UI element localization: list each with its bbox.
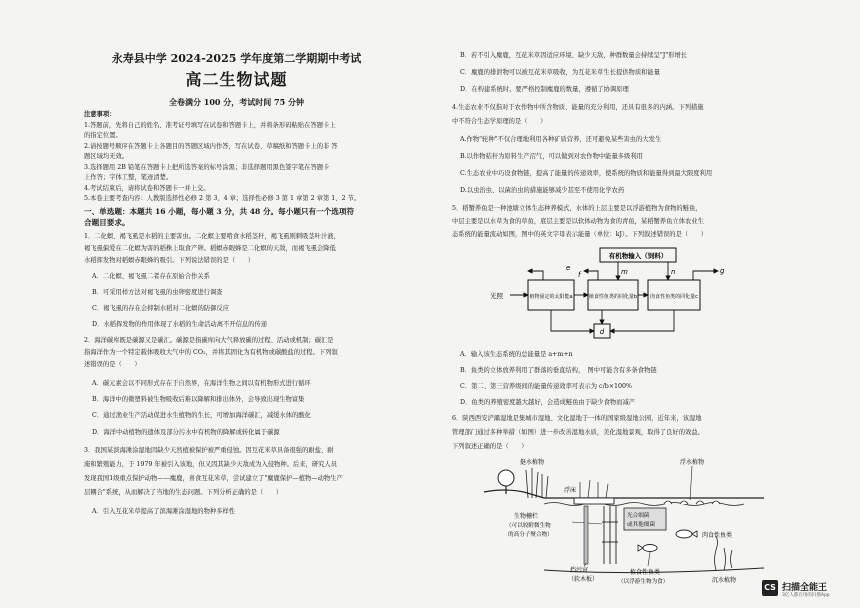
label-dirt-curtain: 挡污帘 [570, 567, 589, 574]
watermark-name: 扫描全能王 [782, 583, 828, 593]
question-5-option-b: B．鱼类的立体放养利用了群落的垂直结构， 图中可能含有多条食物链 [460, 367, 657, 374]
question-2-option-a: A．碳元素会以不同形式存在于自然界，在海洋生物之间以有机物形式进行循环 [92, 380, 311, 387]
question-1-option-b: B．可采用样方法对褐飞虱的虫卵密度进行调查 [92, 289, 223, 296]
question-4-option-d: D.以虫治虫、以菌治虫的措施能够减少甚至不使用化学农药 [460, 187, 625, 194]
question-5-stem: 中层主要是以水草为食的草鱼，底层主要是以软体动物为食的青鱼，某稻蟹养鱼立体农业生 [452, 218, 704, 225]
label-bio-fence: 生物栅栏 [514, 513, 539, 520]
label-g: g [720, 267, 725, 275]
question-3-stem: 淹和繁殖能力，于 1979 年被引入该地，但又因其缺少天敌成为入侵物种。后来，研究人员 [84, 461, 338, 468]
question-5-stem: 5．稻蟹养鱼是一种池塘立体生态种养模式，水体的上层主要是以浮游植物为食物的鲢鱼， [452, 205, 702, 212]
question-3-option-a: A．引入互花米草提高了滨海滩涂湿地的物种多样性 [92, 508, 236, 515]
notes-heading: 注意事项： [84, 111, 116, 118]
question-4-stem: 4.生态农业不仅指对于农作物中所含物质、能量的充分利用，还具有很多的内涵。下列措施 [452, 104, 704, 111]
label-m: m [621, 268, 628, 276]
label-d: d [599, 328, 605, 336]
label-floating-bed: 浮床 [564, 487, 577, 494]
section-heading: 合题目要求。 [84, 218, 130, 227]
question-1-option-d: D．水稻挥发物的作用体现了水稻的生命活动离不开信息的传递 [92, 321, 268, 328]
scanner-watermark [762, 580, 850, 600]
label-dirt-curtain-note: （软木板） [568, 576, 599, 583]
note-line: 的指定位置。 [84, 132, 122, 139]
question-4-option-b: B.以作物秸秆为原料生产沼气，可以做到对农作物中能量多级利用 [460, 153, 643, 160]
question-6-stem: 6．陕西西安浐灞湿地是集城市湿地、文化湿地于一体的国家级湿地公园，近年来，该湿地 [452, 415, 702, 422]
question-2-stem: 述错误的是（ ） [84, 361, 141, 368]
section-heading: 一、单选题：本题共 16 小题，每小题 3 分，共 48 分。每小题只有一个选项符 [84, 207, 355, 216]
question-3-option-c: C．麋鹿的排泄物可以被互花米草吸收，为互花米草生长提供物质和能量 [460, 69, 661, 76]
question-2-stem: 指海洋作为一个特定载体吸收大气中的 CO₂，并将其固化为有机物或碳酸盐的过程。下列叙 [84, 349, 338, 356]
bio-fence-icon [602, 506, 618, 564]
question-1-stem: 褐飞虱偏爱在二化螟为害的稻株上取食产卵。稻螟赤眼蜂是二化螟的天敌，而褐飞虱会降低 [84, 245, 336, 252]
herbivore-label: 植食性鱼类的同化量b [588, 294, 638, 300]
note-line: 3.选择题用 2B 铅笔在答题卡上把所选答案的标号涂黑；非选择题用黑色签字笔在答题卡 [84, 164, 330, 171]
question-5-option-a: A．输入该生态系统的总能量是 a+m+n [460, 351, 573, 358]
label-herbivorous-fish: 植食性鱼类 [630, 569, 661, 576]
label-f: f [578, 271, 581, 279]
question-6-stem: 管理部门通过多种举措（如图）进一步改善湿地水质，美化湿地景观，取得了良好的效益。 [452, 429, 704, 436]
note-line: 2.请按题号顺序在答题卡上各题目的答题区域内作答，写在试卷、草稿纸和答题卡上的非 答 [84, 143, 338, 150]
watermark-subtitle: 3亿人都在用的扫描App [782, 593, 830, 598]
note-line: 5.本卷主要考查内容：人教版选择性必修 2 第 3、4 章；选择性必修 3 第 1 章第 2 章第 1、2 节。 [84, 195, 361, 202]
question-2-stem: 2．海洋碳库既是碳源又是碳汇。碳源是指碳库向大气释放碳的过程、活动或机制；碳汇是 [84, 337, 334, 344]
school-title: 永寿县中学 2024-2025 学年度第二学期期中考试 [111, 52, 362, 65]
floating-bed-icon [574, 498, 614, 504]
label-e: e [566, 264, 571, 272]
wetland-diagram [484, 452, 774, 588]
exam-info: 全卷满分 100 分，考试时间 75 分钟 [169, 97, 304, 107]
question-1-option-c: C．褐飞虱的存在会抑制水稻对二化螟的防御反应 [92, 305, 230, 312]
note-line: 4.考试结束后，请将试卷和答题卡一并上交。 [84, 185, 210, 192]
label-herbivorous-fish-note: （以浮游生物为食） [618, 579, 669, 585]
dirt-curtain-icon [584, 506, 588, 564]
question-3-stem: 3．我国某滨海滩涂湿地因缺少天然植被保护被严重侵蚀。因互花米草具备很强的耐盐、耐 [84, 447, 334, 454]
question-3-option-d: D．在构建系统时，要严格控制麋鹿的数量，遵循了协调原理 [460, 86, 629, 93]
label-bio-fence-note: 的高分子聚合物） [508, 532, 553, 538]
question-1-stem: 1．二化螟、褐飞虱是水稻的主要害虫。二化螟主要啃食水稻茎秆，褐飞虱则刺吸茎叶汁液， [84, 233, 340, 240]
label-photosynthetic-bacteria: 光合细菌 [627, 513, 650, 519]
label-floating-plants: 浮水植物 [680, 459, 705, 466]
question-3-stem: 层耦合"系统，从而解决了当地的生态问题。下列分析正确的是（ ） [84, 489, 283, 496]
label-other-bacteria: 或其他细菌 [627, 522, 655, 528]
exam-title: 高二生物试题 [185, 70, 288, 89]
question-4-option-c: C.生态农业中巧设食物链，提高了能量的传递效率，使系统的物质和能量得到最大限度利用 [460, 170, 713, 177]
question-3-option-b: B．若不引入麋鹿，互花米草因适应环境、缺少天敌，种群数量会持续呈"J"形增长 [460, 52, 688, 59]
question-4-option-a: A.作物"轮种"不仅合理地利用各种矿质营养，还可避免某些害虫的大发生 [460, 136, 662, 143]
herbivorous-fish-icon [638, 545, 657, 552]
question-3-stem: 发现我国1级重点保护动物——麋鹿，喜食互花米草，尝试建立了"麋鹿保护—植物—动物生产 [84, 475, 343, 482]
label-emergent-plants: 挺水植物 [520, 459, 545, 466]
question-5-option-c: C．第二、第三营养级间的能量传递效率可表示为 c/b×100% [460, 383, 633, 390]
submerged-plant-icon [715, 536, 733, 570]
energy-flow-diagram [488, 246, 738, 346]
carnivorous-fish-icon [676, 530, 697, 538]
question-2-option-d: D．海洋中动植物的遗体及部分污水中有机物的降解或转化属于碳源 [92, 429, 280, 436]
carnivore-label: 肉食性鱼类的同化量c [650, 294, 698, 300]
label-bio-fence-note: （可以较附微生物 [506, 523, 551, 529]
question-1-stem: 水稻挥发物对稻螟赤眼蜂的吸引。下列说法错误的是（ ） [84, 257, 255, 264]
question-2-option-b: B．海洋中的微塑料被生物吸收后难以降解和排出体外，会导致出现生物富集 [92, 396, 305, 403]
question-5-option-d: D．鱼类的养殖密度越大越好，会造成鲢鱼由于缺少食物而减产 [460, 399, 636, 406]
label-carnivorous-fish: 肉食性鱼类 [702, 532, 733, 539]
label-n: n [671, 268, 676, 276]
tree-icon [498, 470, 514, 486]
camscanner-logo-icon: CS [762, 580, 778, 596]
producer-label: 植物固定的太阳能a [529, 294, 573, 300]
question-5-stem: 态系统的能量流动如图，图中的英文字母表示能量（单位：kJ）。下列叙述错误的是（ ） [452, 231, 708, 238]
label-submerged-plants: 沉水植物 [712, 577, 737, 584]
input-box-label: 有机物输入（饲料） [608, 252, 668, 260]
question-4-stem: 中不符合生态学原理的是（ ） [452, 118, 547, 125]
question-6-stem: 下列叙述正确的是（ ） [452, 443, 528, 450]
note-line: 1.答题前，先将自己的姓名、准考证号填写在试卷和答题卡上，并将条形码粘贴在答题卡上 [84, 122, 336, 129]
note-line: 上作答；字体工整，笔迹清楚。 [84, 174, 173, 181]
note-line: 题区域均无效。 [84, 153, 129, 160]
question-1-option-a: A．二化螟、褐飞虱二者存在原始合作关系 [92, 273, 210, 280]
question-2-option-c: C．通过渔业生产活动促进水生植物的生长，可增加海洋碳汇，减缓水体的酸化 [92, 412, 311, 419]
sunlight-label: 光照 [490, 292, 503, 300]
